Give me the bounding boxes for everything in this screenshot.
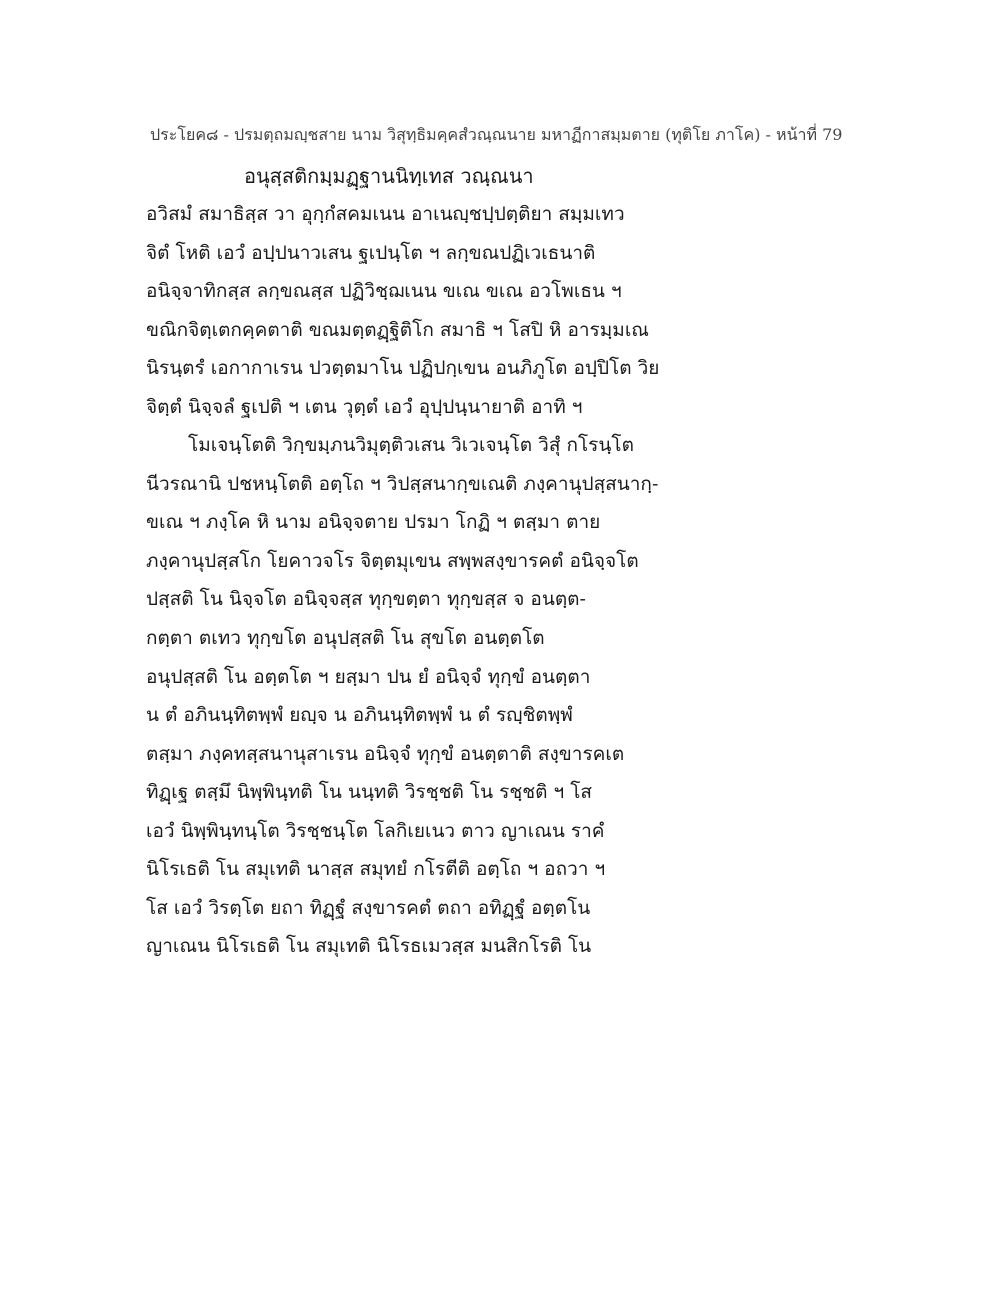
section-title: อนุสฺสติกมฺมฏฺฐานนิทฺเทส วณฺณนา [244,164,534,188]
text-line: ญาเณน นิโรเธติ โน สมุเทติ นิโรธเมวสฺส มนสิกโรติ โน [146,935,592,958]
body-text [146,199,866,970]
text-line: ตสฺมา ภงฺคทสฺสนานุสาเรน อนิจฺจํ ทุกฺขํ อนตฺตาติ สงฺขารคเต [146,742,625,765]
text-line: จิตฺตํ นิจฺจลํ ฐเปติ ฯ เตน วุตฺตํ เอวํ อุปฺปนฺนายาติ อาทิ ฯ [146,395,583,418]
text-line: จิตํ โหติ เอวํ อปฺปนาวเสน ฐเปนฺโต ฯ ลกฺขณปฏิเวเธนาติ [146,241,596,264]
paragraph-start-line: โมเจนฺโตติ วิกฺขมฺภนวิมุตฺติวเสน วิเวเจนฺโต วิสุํ กโรนฺโต [188,434,634,457]
text-line: อนิจฺจาทิกสฺส ลกฺขณสฺส ปฏิวิชฺฌเนน ขเณ ขเณ อวโพเธน ฯ [146,280,622,303]
text-line: อวิสมํ สมาธิสฺส วา อุกฺกํสคมเนน อาเนญฺชปฺปตฺติยา สมฺมเทว [146,203,625,225]
text-line: อนุปสฺสติ โน อตฺตโต ฯ ยสฺมา ปน ยํ อนิจฺจํ ทุกฺขํ อนตฺตา [146,665,591,688]
text-line: เอวํ นิพฺพินฺทนฺโต วิรชฺชนฺโต โลกิเยเนว ตาว ญาเณน ราคํ [146,819,605,842]
text-line: ทิฏฺเฐ ตสฺมึ นิพฺพินฺทติ โน นนฺทติ วิรชฺชติ โน รชฺชติ ฯ โส [146,781,592,804]
text-line: ปสฺสติ โน นิจฺจโต อนิจฺจสฺส ทุกฺขตฺตา ทุกฺขสฺส จ อนตฺต- [146,588,586,611]
text-line: นีวรณานิ ปชหนฺโตติ อตฺโถ ฯ วิปสฺสนากฺขเณติ ภงฺคานุปสฺสนากฺ- [146,472,659,495]
text-line: นิรนฺตรํ เอกากาเรน ปวตฺตมาโน ปฏิปกฺเขน อนภิภูโต อปฺปิโต วิย [146,357,660,380]
text-line: น ตํ อภินนฺทิตพฺพํ ยญฺจ น อภินนฺทิตพฺพํ น ตํ รญฺชิตพฺพํ [146,704,573,727]
text-line: ขเณ ฯ ภงฺโค หิ นาม อนิจฺจตาย ปรมา โกฏิ ฯ ตสฺมา ตาย [146,511,601,534]
text-line: นิโรเธติ โน สมุเทติ นาสฺส สมุทยํ กโรตีติ อตฺโถ ฯ อถวา ฯ [146,858,606,881]
running-header: ประโยค๘ - ปรมตฺถมญฺชสาย นาม วิสุทฺธิมคฺคสํวณฺณนาย มหาฏีกาสมฺมตาย (ทุติโย ภาโค) - หน้าที่ 79 [150,125,843,144]
text-line: กตฺตา ตเทว ทุกฺขโต อนุปสฺสติ โน สุขโต อนตฺตโต [146,627,545,650]
text-line: ขณิกจิตฺเตกคฺคตาติ ขณมตฺตฏฺฐิติโก สมาธิ ฯ โสปิ หิ อารมฺมเณ [146,318,649,341]
text-line: ภงฺคานุปสฺสโก โยคาวจโร จิตฺตมุเขน สพฺพสงฺขารคตํ อนิจฺจโต [146,549,639,572]
text-line: โส เอวํ วิรตฺโต ยถา ทิฏฺฐํ สงฺขารคตํ ตถา อทิฏฺฐํ อตฺตโน [146,896,591,919]
